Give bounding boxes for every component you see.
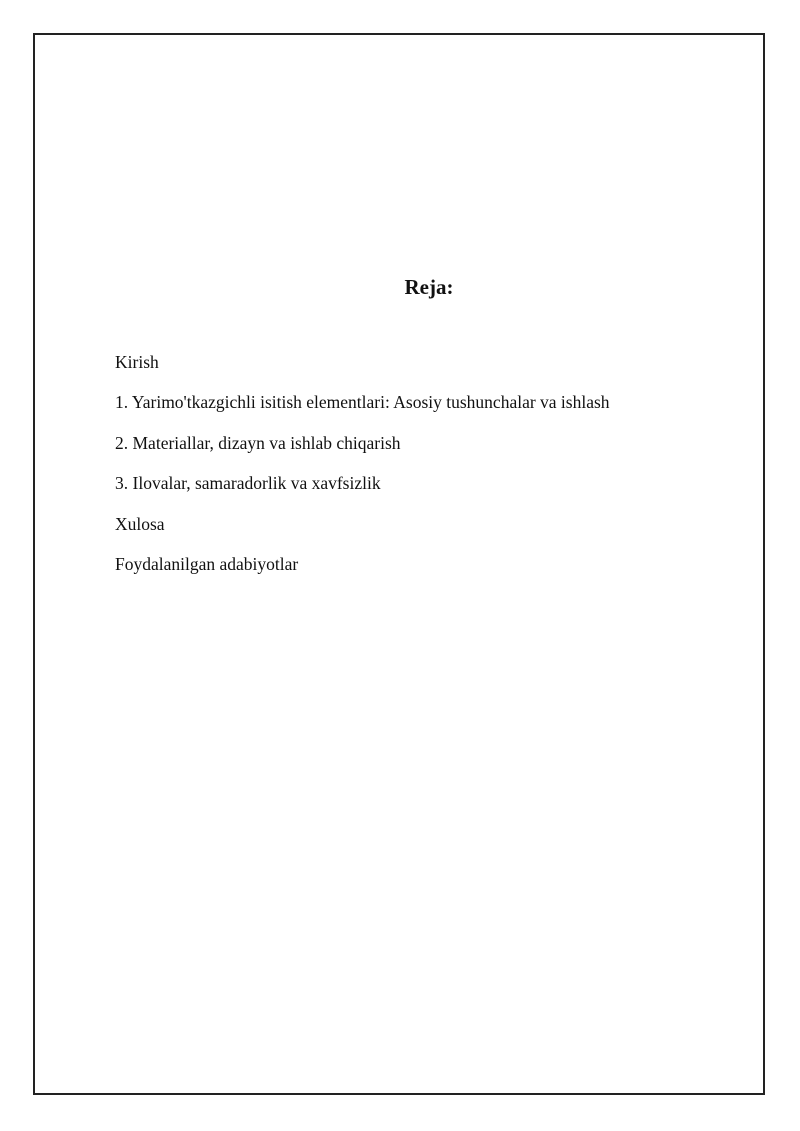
toc-item-chapter-3: 3. Ilovalar, samaradorlik va xavfsizlik xyxy=(115,473,381,494)
table-of-contents xyxy=(115,350,610,592)
toc-item-chapter-1: 1. Yarimo'tkazgichli isitish elementlari: Asosiy tushunchalar va ishlash xyxy=(115,392,610,413)
page-title: Reja: xyxy=(404,275,454,299)
toc-item-intro: Kirish xyxy=(115,352,159,372)
toc-item-references: Foydalanilgan adabiyotlar xyxy=(115,553,299,574)
toc-item-conclusion: Xulosa xyxy=(115,513,165,534)
toc-item-chapter-2: 2. Materiallar, dizayn va ishlab chiqarish xyxy=(115,432,401,453)
